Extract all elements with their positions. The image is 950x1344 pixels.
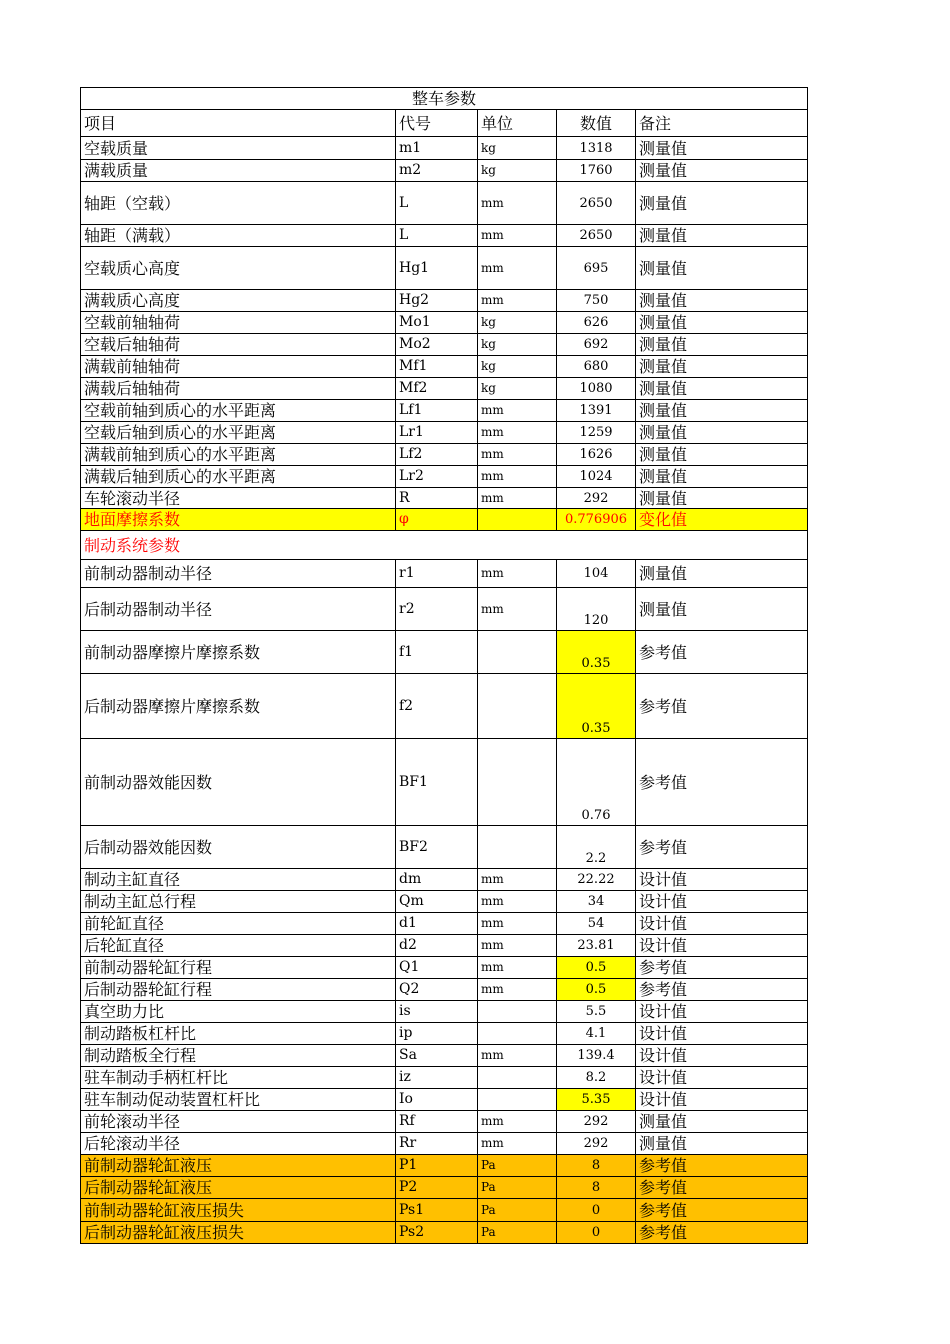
param-note: 参考值 — [636, 979, 808, 1001]
param-note: 设计值 — [636, 1089, 808, 1111]
table-row — [81, 913, 808, 935]
param-unit: Pa — [478, 1177, 557, 1199]
table-row — [81, 466, 808, 488]
param-note: 参考值 — [636, 1222, 808, 1244]
param-unit: mm — [478, 290, 557, 312]
param-value: 626 — [557, 312, 636, 334]
param-code: m1 — [396, 137, 478, 160]
param-name: 满载后轴轴荷 — [81, 378, 396, 400]
param-code: Hg1 — [396, 247, 478, 290]
param-name: 满载质量 — [81, 160, 396, 182]
param-code: Lr2 — [396, 466, 478, 488]
param-code: m2 — [396, 160, 478, 182]
param-name: 前制动器摩擦片摩擦系数 — [81, 631, 396, 674]
param-name: 前制动器轮缸液压 — [81, 1155, 396, 1177]
param-code: d1 — [396, 913, 478, 935]
param-code: P2 — [396, 1177, 478, 1199]
table-row — [81, 957, 808, 979]
table-row — [81, 1177, 808, 1199]
param-value: 750 — [557, 290, 636, 312]
param-note: 参考值 — [636, 1199, 808, 1222]
param-code: Ps1 — [396, 1199, 478, 1222]
header-value: 数值 — [557, 110, 636, 137]
param-value: 0.76 — [557, 739, 636, 826]
param-note: 测量值 — [636, 225, 808, 247]
param-code: Qm — [396, 891, 478, 913]
param-code: Lf1 — [396, 400, 478, 422]
table-row — [81, 378, 808, 400]
param-name: 驻车制动促动装置杠杆比 — [81, 1089, 396, 1111]
param-unit: kg — [478, 334, 557, 356]
param-code: d2 — [396, 935, 478, 957]
param-name: 地面摩擦系数 — [81, 509, 396, 531]
param-value: 0.35 — [557, 674, 636, 739]
param-code: ip — [396, 1023, 478, 1045]
param-name: 轴距（满载） — [81, 225, 396, 247]
header-code: 代号 — [396, 110, 478, 137]
param-unit: mm — [478, 444, 557, 466]
title-row — [81, 88, 808, 110]
param-name: 前制动器效能因数 — [81, 739, 396, 826]
param-value: 1080 — [557, 378, 636, 400]
param-name: 后制动器轮缸液压 — [81, 1177, 396, 1199]
param-value: 0.5 — [557, 957, 636, 979]
param-name: 前轮滚动半径 — [81, 1111, 396, 1133]
param-note: 测量值 — [636, 466, 808, 488]
param-code: P1 — [396, 1155, 478, 1177]
param-value: 34 — [557, 891, 636, 913]
table-row — [81, 1199, 808, 1222]
table-row — [81, 1001, 808, 1023]
vehicle-parameter-table — [80, 87, 808, 1244]
param-unit: mm — [478, 225, 557, 247]
param-code: iz — [396, 1067, 478, 1089]
param-unit — [478, 1001, 557, 1023]
param-note: 测量值 — [636, 444, 808, 466]
param-unit — [478, 1089, 557, 1111]
table-row — [81, 160, 808, 182]
param-name: 空载前轴轴荷 — [81, 312, 396, 334]
param-name: 制动主缸总行程 — [81, 891, 396, 913]
param-unit: mm — [478, 1045, 557, 1067]
param-code: L — [396, 182, 478, 225]
param-unit: mm — [478, 488, 557, 509]
param-unit: kg — [478, 356, 557, 378]
param-value: 8 — [557, 1155, 636, 1177]
param-note: 参考值 — [636, 674, 808, 739]
param-value: 8.2 — [557, 1067, 636, 1089]
param-name: 满载前轴轴荷 — [81, 356, 396, 378]
table-row — [81, 1155, 808, 1177]
param-note: 参考值 — [636, 631, 808, 674]
param-unit: mm — [478, 422, 557, 444]
table-row — [81, 891, 808, 913]
param-value: 1626 — [557, 444, 636, 466]
param-note: 设计值 — [636, 1067, 808, 1089]
table-row — [81, 488, 808, 509]
table-row — [81, 312, 808, 334]
param-unit: mm — [478, 560, 557, 588]
param-unit: mm — [478, 247, 557, 290]
param-name: 后制动器效能因数 — [81, 826, 396, 869]
param-value: 5.35 — [557, 1089, 636, 1111]
param-unit: kg — [478, 137, 557, 160]
param-value: 680 — [557, 356, 636, 378]
param-value: 292 — [557, 488, 636, 509]
param-note: 设计值 — [636, 869, 808, 891]
table-row — [81, 531, 808, 560]
param-name: 前制动器轮缸液压损失 — [81, 1199, 396, 1222]
param-code: f1 — [396, 631, 478, 674]
param-value: 695 — [557, 247, 636, 290]
table-title: 整车参数 — [81, 88, 808, 110]
param-value: 23.81 — [557, 935, 636, 957]
param-name: 制动踏板杠杆比 — [81, 1023, 396, 1045]
param-value: 0.776906 — [557, 509, 636, 531]
table-row — [81, 1111, 808, 1133]
param-unit: Pa — [478, 1155, 557, 1177]
param-value: 4.1 — [557, 1023, 636, 1045]
table-row — [81, 225, 808, 247]
table-row — [81, 509, 808, 531]
table-row — [81, 1045, 808, 1067]
table-row — [81, 1133, 808, 1155]
param-value: 0 — [557, 1199, 636, 1222]
param-unit: mm — [478, 979, 557, 1001]
table-row — [81, 400, 808, 422]
param-code: Q2 — [396, 979, 478, 1001]
param-name: 轴距（空载） — [81, 182, 396, 225]
param-unit: mm — [478, 400, 557, 422]
table-row — [81, 444, 808, 466]
param-value: 292 — [557, 1133, 636, 1155]
section-heading: 制动系统参数 — [81, 531, 808, 560]
param-unit: mm — [478, 1111, 557, 1133]
param-note: 测量值 — [636, 290, 808, 312]
param-unit: Pa — [478, 1222, 557, 1244]
param-name: 空载质量 — [81, 137, 396, 160]
header-note: 备注 — [636, 110, 808, 137]
param-note: 测量值 — [636, 356, 808, 378]
table-row — [81, 290, 808, 312]
param-value: 22.22 — [557, 869, 636, 891]
param-unit: mm — [478, 466, 557, 488]
param-value: 8 — [557, 1177, 636, 1199]
header-unit: 单位 — [478, 110, 557, 137]
table-row — [81, 1222, 808, 1244]
param-name: 满载质心高度 — [81, 290, 396, 312]
param-name: 空载前轴到质心的水平距离 — [81, 400, 396, 422]
table-row — [81, 247, 808, 290]
param-name: 后制动器轮缸行程 — [81, 979, 396, 1001]
param-note: 参考值 — [636, 1177, 808, 1199]
table-row — [81, 826, 808, 869]
param-note: 测量值 — [636, 560, 808, 588]
param-note: 参考值 — [636, 826, 808, 869]
param-unit: kg — [478, 160, 557, 182]
param-code: Q1 — [396, 957, 478, 979]
param-name: 空载后轴轴荷 — [81, 334, 396, 356]
param-code: Ps2 — [396, 1222, 478, 1244]
param-name: 满载前轴到质心的水平距离 — [81, 444, 396, 466]
param-value: 292 — [557, 1111, 636, 1133]
param-code: Mf2 — [396, 378, 478, 400]
param-code: BF1 — [396, 739, 478, 826]
param-note: 测量值 — [636, 247, 808, 290]
param-code: dm — [396, 869, 478, 891]
param-value: 0.5 — [557, 979, 636, 1001]
param-name: 后轮缸直径 — [81, 935, 396, 957]
param-code: φ — [396, 509, 478, 531]
table-row — [81, 1067, 808, 1089]
param-code: Io — [396, 1089, 478, 1111]
param-note: 参考值 — [636, 1155, 808, 1177]
param-note: 测量值 — [636, 160, 808, 182]
param-name: 制动主缸直径 — [81, 869, 396, 891]
param-note: 测量值 — [636, 334, 808, 356]
param-note: 测量值 — [636, 400, 808, 422]
table-row — [81, 422, 808, 444]
param-note: 测量值 — [636, 488, 808, 509]
param-value: 1391 — [557, 400, 636, 422]
param-note: 测量值 — [636, 422, 808, 444]
param-code: R — [396, 488, 478, 509]
param-code: is — [396, 1001, 478, 1023]
param-note: 测量值 — [636, 1111, 808, 1133]
param-code: f2 — [396, 674, 478, 739]
table-row — [81, 631, 808, 674]
param-name: 满载后轴到质心的水平距离 — [81, 466, 396, 488]
param-name: 真空助力比 — [81, 1001, 396, 1023]
param-code: Hg2 — [396, 290, 478, 312]
param-name: 车轮滚动半径 — [81, 488, 396, 509]
param-value: 0.35 — [557, 631, 636, 674]
param-note: 测量值 — [636, 137, 808, 160]
param-note: 设计值 — [636, 1001, 808, 1023]
param-value: 1259 — [557, 422, 636, 444]
table-row — [81, 560, 808, 588]
table-row — [81, 935, 808, 957]
param-value: 104 — [557, 560, 636, 588]
param-unit: kg — [478, 312, 557, 334]
param-unit: mm — [478, 891, 557, 913]
param-unit — [478, 674, 557, 739]
param-code: Rr — [396, 1133, 478, 1155]
param-code: Sa — [396, 1045, 478, 1067]
param-name: 制动踏板全行程 — [81, 1045, 396, 1067]
table-row — [81, 588, 808, 631]
param-note: 设计值 — [636, 1045, 808, 1067]
param-note: 测量值 — [636, 312, 808, 334]
param-name: 空载后轴到质心的水平距离 — [81, 422, 396, 444]
param-note: 测量值 — [636, 1133, 808, 1155]
table-row — [81, 334, 808, 356]
param-note: 设计值 — [636, 891, 808, 913]
table-row — [81, 739, 808, 826]
param-value: 1318 — [557, 137, 636, 160]
param-value: 5.5 — [557, 1001, 636, 1023]
param-value: 692 — [557, 334, 636, 356]
param-value: 139.4 — [557, 1045, 636, 1067]
param-unit: mm — [478, 935, 557, 957]
param-name: 前轮缸直径 — [81, 913, 396, 935]
param-code: Mo2 — [396, 334, 478, 356]
param-note: 参考值 — [636, 957, 808, 979]
param-code: r2 — [396, 588, 478, 631]
param-note: 测量值 — [636, 588, 808, 631]
param-value: 54 — [557, 913, 636, 935]
param-unit: mm — [478, 588, 557, 631]
param-unit: Pa — [478, 1199, 557, 1222]
param-note: 设计值 — [636, 913, 808, 935]
param-name: 后制动器轮缸液压损失 — [81, 1222, 396, 1244]
table-row — [81, 182, 808, 225]
table-row — [81, 674, 808, 739]
param-value: 1024 — [557, 466, 636, 488]
table-row — [81, 137, 808, 160]
param-code: L — [396, 225, 478, 247]
param-unit — [478, 826, 557, 869]
param-unit — [478, 509, 557, 531]
header-row — [81, 110, 808, 137]
param-code: Lf2 — [396, 444, 478, 466]
param-code: BF2 — [396, 826, 478, 869]
param-value: 2.2 — [557, 826, 636, 869]
param-name: 后制动器摩擦片摩擦系数 — [81, 674, 396, 739]
table-row — [81, 1023, 808, 1045]
param-value: 2650 — [557, 182, 636, 225]
param-unit — [478, 1023, 557, 1045]
param-name: 空载质心高度 — [81, 247, 396, 290]
param-unit: mm — [478, 913, 557, 935]
param-unit: mm — [478, 1133, 557, 1155]
param-name: 驻车制动手柄杠杆比 — [81, 1067, 396, 1089]
param-note: 设计值 — [636, 935, 808, 957]
param-note: 测量值 — [636, 182, 808, 225]
param-value: 0 — [557, 1222, 636, 1244]
param-unit: kg — [478, 378, 557, 400]
table-row — [81, 979, 808, 1001]
param-unit: mm — [478, 182, 557, 225]
param-note: 参考值 — [636, 739, 808, 826]
param-value: 120 — [557, 588, 636, 631]
param-name: 前制动器制动半径 — [81, 560, 396, 588]
header-item: 项目 — [81, 110, 396, 137]
param-note: 变化值 — [636, 509, 808, 531]
param-unit — [478, 631, 557, 674]
table-row — [81, 869, 808, 891]
param-unit: mm — [478, 957, 557, 979]
param-name: 后轮滚动半径 — [81, 1133, 396, 1155]
param-code: Lr1 — [396, 422, 478, 444]
param-code: Rf — [396, 1111, 478, 1133]
param-value: 1760 — [557, 160, 636, 182]
table-row — [81, 356, 808, 378]
param-unit: mm — [478, 869, 557, 891]
param-note: 测量值 — [636, 378, 808, 400]
param-code: r1 — [396, 560, 478, 588]
param-name: 前制动器轮缸行程 — [81, 957, 396, 979]
param-unit — [478, 1067, 557, 1089]
param-unit — [478, 739, 557, 826]
table-row — [81, 1089, 808, 1111]
param-code: Mf1 — [396, 356, 478, 378]
param-name: 后制动器制动半径 — [81, 588, 396, 631]
param-note: 设计值 — [636, 1023, 808, 1045]
param-value: 2650 — [557, 225, 636, 247]
param-code: Mo1 — [396, 312, 478, 334]
